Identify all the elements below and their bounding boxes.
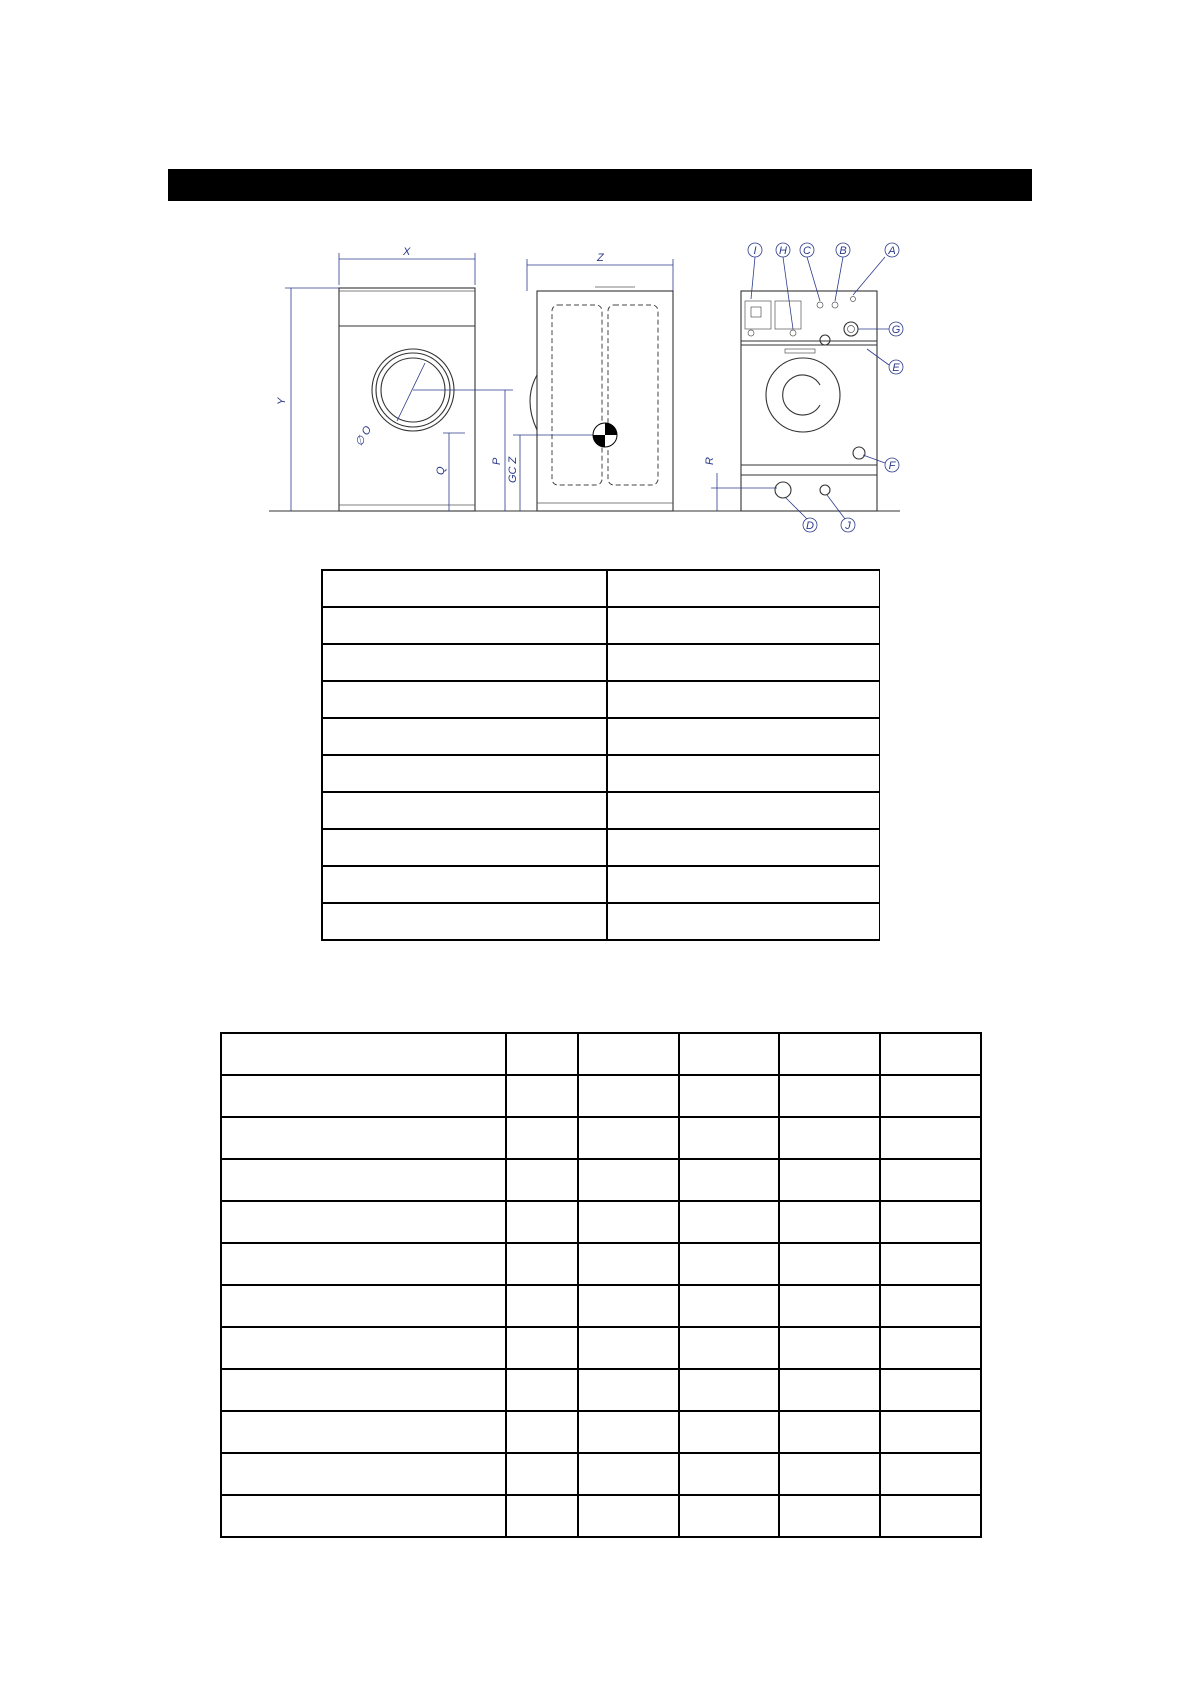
center-of-gravity-icon bbox=[593, 423, 617, 447]
side-view bbox=[527, 252, 673, 511]
table-cell bbox=[607, 866, 879, 903]
table-cell bbox=[221, 1327, 506, 1369]
table-cell bbox=[679, 1369, 780, 1411]
table-cell bbox=[880, 1327, 981, 1369]
table-row bbox=[322, 607, 880, 644]
table-row bbox=[221, 1495, 981, 1537]
table-cell bbox=[322, 829, 607, 866]
table-cell bbox=[506, 1369, 578, 1411]
table-cell bbox=[679, 1411, 780, 1453]
table-cell bbox=[607, 755, 879, 792]
table-cell bbox=[607, 607, 879, 644]
svg-text:G: G bbox=[891, 324, 901, 336]
table-row bbox=[221, 1243, 981, 1285]
svg-text:∅ O: ∅ O bbox=[353, 424, 375, 449]
table-cell bbox=[322, 903, 607, 940]
table-row bbox=[322, 866, 880, 903]
table-cell bbox=[679, 1327, 780, 1369]
table-cell bbox=[779, 1075, 880, 1117]
rear-view bbox=[704, 243, 903, 532]
svg-text:A: A bbox=[888, 245, 896, 257]
table-cell bbox=[221, 1495, 506, 1537]
table-cell bbox=[322, 644, 607, 681]
table-row bbox=[322, 755, 880, 792]
table-cell bbox=[322, 607, 607, 644]
machine-dimension-drawing bbox=[255, 225, 915, 550]
table-cell bbox=[506, 1117, 578, 1159]
table-cell bbox=[506, 1201, 578, 1243]
table-cell bbox=[880, 1411, 981, 1453]
table-cell bbox=[779, 1285, 880, 1327]
table-cell bbox=[221, 1243, 506, 1285]
table-cell bbox=[322, 866, 607, 903]
table-cell bbox=[221, 1285, 506, 1327]
table-cell bbox=[679, 1033, 780, 1075]
table-cell bbox=[578, 1201, 679, 1243]
table-cell bbox=[322, 681, 607, 718]
table-cell bbox=[779, 1159, 880, 1201]
table-cell bbox=[880, 1243, 981, 1285]
specification-table bbox=[321, 569, 880, 941]
table-cell bbox=[322, 792, 607, 829]
table-cell bbox=[779, 1369, 880, 1411]
table-cell bbox=[322, 570, 607, 607]
svg-text:Y: Y bbox=[276, 397, 288, 405]
table-cell bbox=[880, 1369, 981, 1411]
table-cell bbox=[322, 755, 607, 792]
table-cell bbox=[779, 1243, 880, 1285]
table-cell bbox=[578, 1243, 679, 1285]
table-cell bbox=[607, 681, 879, 718]
table-cell bbox=[578, 1075, 679, 1117]
table-row bbox=[221, 1285, 981, 1327]
table-cell bbox=[506, 1327, 578, 1369]
table-cell bbox=[679, 1117, 780, 1159]
table-cell bbox=[679, 1075, 780, 1117]
table-cell bbox=[880, 1495, 981, 1537]
section-header-bar bbox=[168, 169, 1032, 201]
table-cell bbox=[779, 1033, 880, 1075]
table-cell bbox=[679, 1453, 780, 1495]
table-cell bbox=[506, 1411, 578, 1453]
table-cell bbox=[578, 1369, 679, 1411]
table-cell bbox=[779, 1411, 880, 1453]
table-cell bbox=[607, 718, 879, 755]
table-row bbox=[221, 1075, 981, 1117]
table-cell bbox=[578, 1453, 679, 1495]
table-row bbox=[322, 681, 880, 718]
table-cell bbox=[506, 1495, 578, 1537]
table-cell bbox=[221, 1075, 506, 1117]
table-row bbox=[221, 1453, 981, 1495]
table-cell bbox=[679, 1285, 780, 1327]
svg-text:X: X bbox=[403, 246, 411, 258]
svg-text:P: P bbox=[491, 457, 503, 465]
table-row bbox=[221, 1159, 981, 1201]
table-row bbox=[322, 644, 880, 681]
table-cell bbox=[221, 1369, 506, 1411]
table-cell bbox=[578, 1411, 679, 1453]
svg-text:Z: Z bbox=[597, 252, 604, 264]
table-cell bbox=[578, 1159, 679, 1201]
table-cell bbox=[880, 1075, 981, 1117]
table-cell bbox=[578, 1285, 679, 1327]
table-row bbox=[322, 570, 880, 607]
table-cell bbox=[506, 1243, 578, 1285]
table-cell bbox=[779, 1117, 880, 1159]
table-cell bbox=[880, 1285, 981, 1327]
table-cell bbox=[607, 903, 879, 940]
svg-text:F: F bbox=[888, 460, 896, 472]
table-row bbox=[221, 1201, 981, 1243]
table-cell bbox=[506, 1033, 578, 1075]
svg-text:D: D bbox=[806, 520, 814, 532]
table-cell bbox=[779, 1201, 880, 1243]
table-cell bbox=[880, 1201, 981, 1243]
svg-text:H: H bbox=[779, 245, 787, 257]
table-cell bbox=[578, 1033, 679, 1075]
svg-text:C: C bbox=[803, 245, 811, 257]
table-cell bbox=[679, 1159, 780, 1201]
table-row bbox=[221, 1033, 981, 1075]
table-cell bbox=[221, 1201, 506, 1243]
table-cell bbox=[221, 1411, 506, 1453]
table-cell bbox=[221, 1117, 506, 1159]
table-row bbox=[221, 1327, 981, 1369]
table-cell bbox=[679, 1495, 780, 1537]
svg-text:E: E bbox=[892, 362, 900, 374]
table-cell bbox=[506, 1285, 578, 1327]
table-cell bbox=[578, 1117, 679, 1159]
table-row bbox=[221, 1411, 981, 1453]
table-cell bbox=[880, 1117, 981, 1159]
table-cell bbox=[679, 1201, 780, 1243]
table-cell bbox=[506, 1075, 578, 1117]
table-cell bbox=[607, 644, 879, 681]
table-cell bbox=[679, 1243, 780, 1285]
svg-text:J: J bbox=[845, 520, 851, 532]
table-cell bbox=[506, 1453, 578, 1495]
table-cell bbox=[779, 1453, 880, 1495]
table-row bbox=[221, 1117, 981, 1159]
table-cell bbox=[578, 1327, 679, 1369]
table-cell bbox=[221, 1453, 506, 1495]
svg-text:GC Z: GC Z bbox=[507, 456, 519, 483]
table-cell bbox=[322, 718, 607, 755]
svg-text:Q: Q bbox=[435, 466, 447, 475]
front-view bbox=[276, 246, 605, 511]
table-row bbox=[322, 829, 880, 866]
svg-text:I: I bbox=[753, 245, 757, 257]
table-cell bbox=[880, 1033, 981, 1075]
table-cell bbox=[880, 1159, 981, 1201]
table-cell bbox=[607, 829, 879, 866]
table-row bbox=[322, 903, 880, 940]
svg-text:R: R bbox=[704, 457, 716, 465]
table-cell bbox=[880, 1453, 981, 1495]
table-cell bbox=[578, 1495, 679, 1537]
table-cell bbox=[779, 1327, 880, 1369]
table-cell bbox=[779, 1495, 880, 1537]
connection-table bbox=[220, 1032, 982, 1538]
table-cell bbox=[221, 1033, 506, 1075]
table-cell bbox=[607, 570, 879, 607]
svg-text:B: B bbox=[839, 245, 847, 257]
table-row bbox=[322, 792, 880, 829]
table-cell bbox=[607, 792, 879, 829]
table-row bbox=[322, 718, 880, 755]
table-cell bbox=[221, 1159, 506, 1201]
table-row bbox=[221, 1369, 981, 1411]
table-cell bbox=[506, 1159, 578, 1201]
